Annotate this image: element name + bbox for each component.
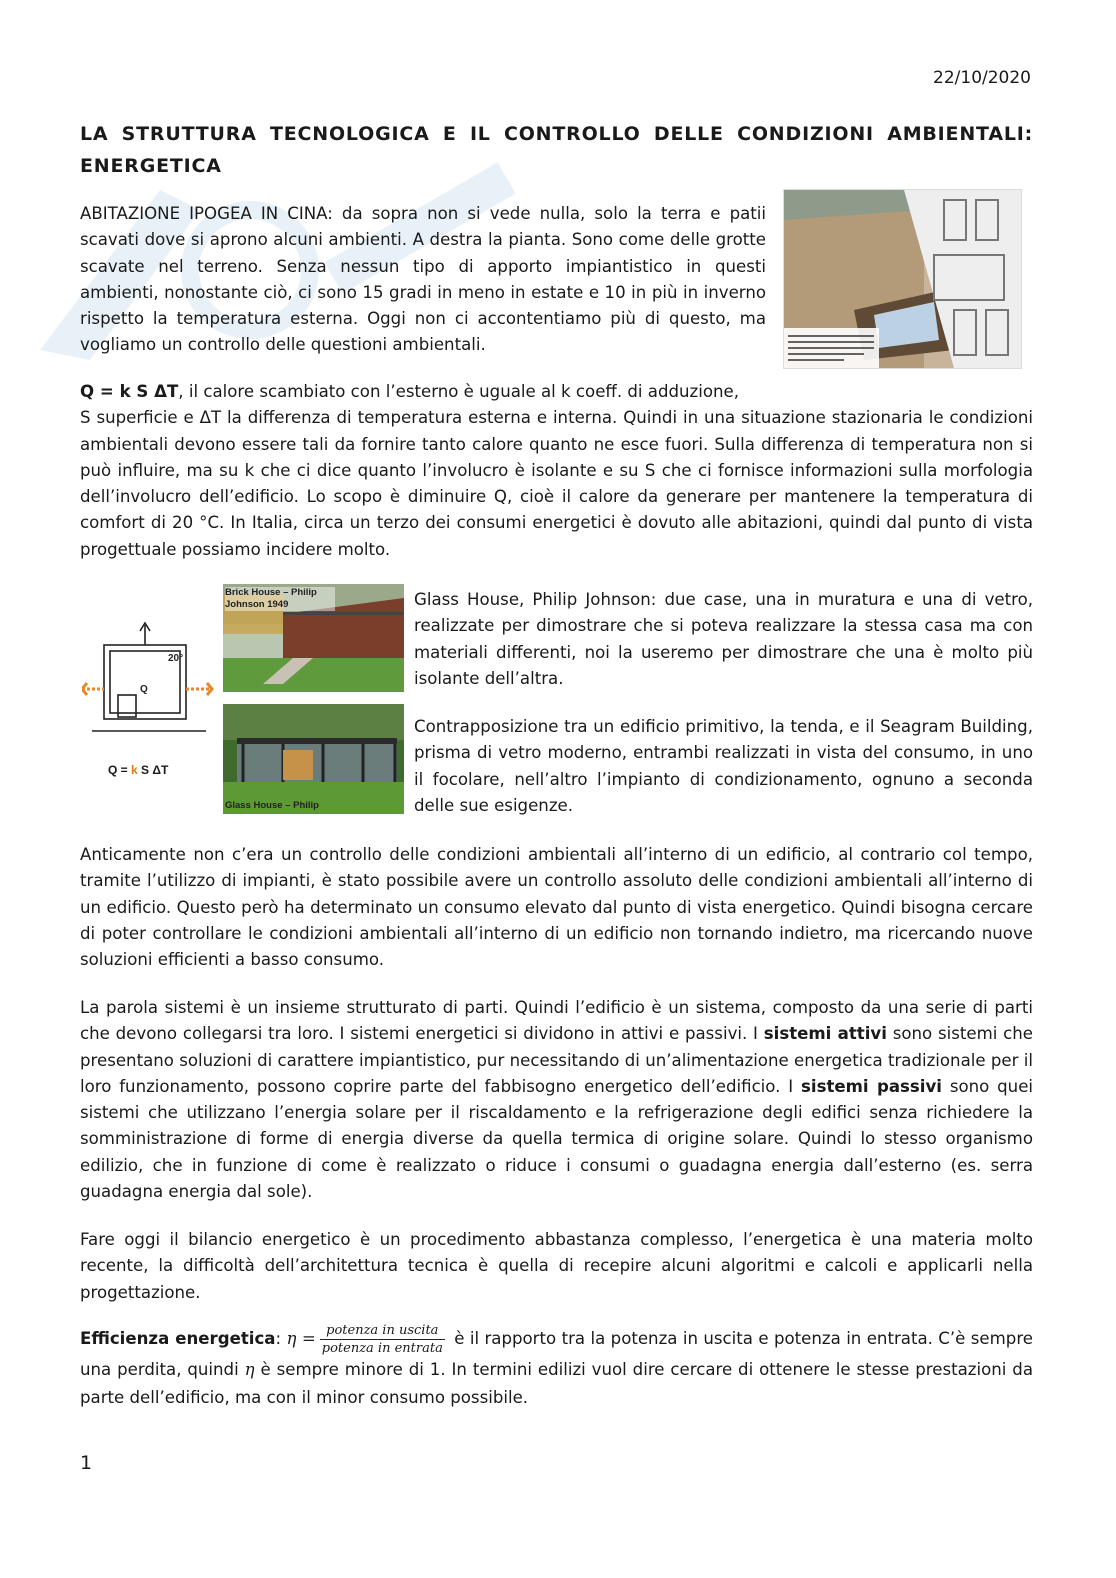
paragraph-bilancio: Fare oggi il bilancio energetico è un procedimento abbastanza complesso, l’energetica è una materia molto recente, la difficoltà dell’architettura tecnica è quella di recepire alcuni algoritmi e calcoli e applicarli nella progettazione. (80, 1230, 1033, 1302)
photo-brick-house (223, 584, 404, 692)
paragraph-contrapposizione: Contrapposizione tra un edificio primitivo, la tenda, e il Seagram Building, prisma di vetro moderno, entrambi realizzati in vista del consumo, in uno il focolare, nell’altro l’impianto di condizionamento, ognuno a seconda delle sue esigenze. (414, 717, 1033, 815)
figure-abitazione-ipogea (783, 189, 1022, 369)
document-date: 22/10/2020 (933, 68, 1031, 88)
paragraph-abitazione-ipogea: ABITAZIONE IPOGEA IN CINA: da sopra non si vede nulla, solo la terra e patii scavati dove si aprono alcuni ambienti. A destra la pianta. Sono come delle grotte scavate nel terreno. Senza nessun tipo di apporto impiantistico in questi ambienti, nonostante ciò, ci sono 15 gradi in meno in estate e 10 in più in inverno rispetto la temperatura esterna. Oggi non ci accontentiamo più di questo, ma vogliamo un controllo delle questioni ambientali. (80, 204, 766, 355)
figure-heat-sketch (82, 617, 216, 777)
page-title: LA STRUTTURA TECNOLOGICA E IL CONTROLLO DELLE CONDIZIONI AMBIENTALI: ENERGETICA (80, 123, 1033, 177)
efficienza-eta2: η (244, 1360, 255, 1379)
brick-house-caption: Brick House – Philip Johnson 1949 (225, 587, 335, 611)
paragraph-anticamente: Anticamente non c’era un controllo delle condizioni ambientali all’interno di un edificio, al contrario col tempo, tramite l’utilizzo di impianti, è stato possibile avere un controllo assoluto delle condizioni ambientali all’interno di un edificio. Questo però ha determinato un consumo elevato dal punto di vista energetico. Quindi bisogna cercare di poter controllare le condizioni ambientali all’interno di un edificio non tornando indietro, ma ricercando nuove soluzioni efficienti a basso consumo. (80, 845, 1033, 970)
sistemi-attivi-bold: sistemi attivi (763, 1024, 887, 1044)
formula-rest: S superficie e ΔT la differenza di temperatura esterna e interna. Quindi in una situazione stazionaria le condizioni ambientali devono essere tali da fornire tanto calore quanto ne esce fuori. Sulla differenza di temperatura non si può influire, ma su k che ci dice quanto l’involucro è isolante e su S che ci fornisce informazioni sulla morfologia dell’involucro dell’edificio. Lo scopo è diminuire Q, cioè il calore da generare per mantenere la temperatura di comfort di 20 °C. In Italia, circa un terzo dei consumi energetici è dovuto alle abitazioni, quindi dal punto di vista progettuale possiamo incidere molto. (80, 408, 1033, 559)
efficienza-after: è il rapporto tra la potenza in uscita e potenza in entrata. C’è sempre una perdita, quindi (80, 1329, 1033, 1379)
paragraph-glass-house: Glass House, Philip Johnson: due case, una in muratura e una di vetro, realizzate per dimostrare che si poteva realizzare la stessa casa ma con materiali differenti, noi la useremo per dimostrare che una è molto più isolante dell’altra. (414, 590, 1033, 688)
sistemi-part3: sono quei sistemi che utilizzano l’energia solare per il riscaldamento e la refrigerazione degli edifici senza richiedere la somministrazione di forme di energia diverse da quella termica di origine solare. Quindi lo stesso organismo edilizio, che in funzione di come è realizzato o riduce i consumi o guadagna energia dall’esterno (es. serra guadagna energia dal sole). (80, 1076, 1034, 1202)
glass-house-caption: Glass House – Philip (225, 800, 319, 811)
efficienza-after2: è sempre minore di 1. In termini edilizi vuol dire cercare di ottenere le stesse prestazioni da parte dell’edificio, ma con il minor consumo possibile. (80, 1360, 1033, 1407)
photo-glass-house (223, 704, 404, 814)
efficienza-eta: η = (286, 1329, 316, 1348)
efficienza-fraction (320, 1323, 445, 1356)
formula-line1: , il calore scambiato con l’esterno è uguale al k coeff. di adduzione, (178, 382, 740, 401)
paragraph-efficienza (80, 1323, 1033, 1412)
paragraph-formula (80, 379, 1033, 563)
sistemi-part2: sono sistemi che presentano soluzioni di carattere impiantistico, pur necessitando di un’alimentazione energetica tradizionale per il loro funzionamento, possono coprire parte del fabbisogno energetico dell’edificio. I (80, 1024, 1034, 1096)
formula-q-bold: Q = k S ΔT (80, 382, 179, 401)
sketch-formula-q: Q = (108, 763, 132, 777)
sketch-formula-k: k (131, 763, 138, 777)
sketch-formula (108, 763, 168, 777)
sketch-label-q: Q (140, 684, 148, 695)
page-number: 1 (80, 1452, 93, 1474)
efficienza-label: Efficienza energetica (80, 1329, 276, 1348)
sistemi-part1: La parola sistemi è un insieme strutturato di parti. Quindi l’edificio è un sistema, composto da una serie di parti che devono collegarsi tra loro. I sistemi energetici si dividono in attivi e passivi. I (80, 998, 1033, 1044)
efficienza-colon: : (275, 1329, 282, 1348)
sketch-formula-rest: S ΔT (137, 763, 169, 777)
sketch-label-temp: 20° (168, 653, 184, 664)
sistemi-passivi-bold: sistemi passivi (801, 1076, 942, 1096)
paragraph-sistemi (80, 995, 1033, 1205)
heat-sketch-drawing (82, 617, 216, 742)
fraction-numerator: potenza in uscita (320, 1323, 445, 1340)
fraction-denominator: potenza in entrata (321, 1341, 443, 1356)
